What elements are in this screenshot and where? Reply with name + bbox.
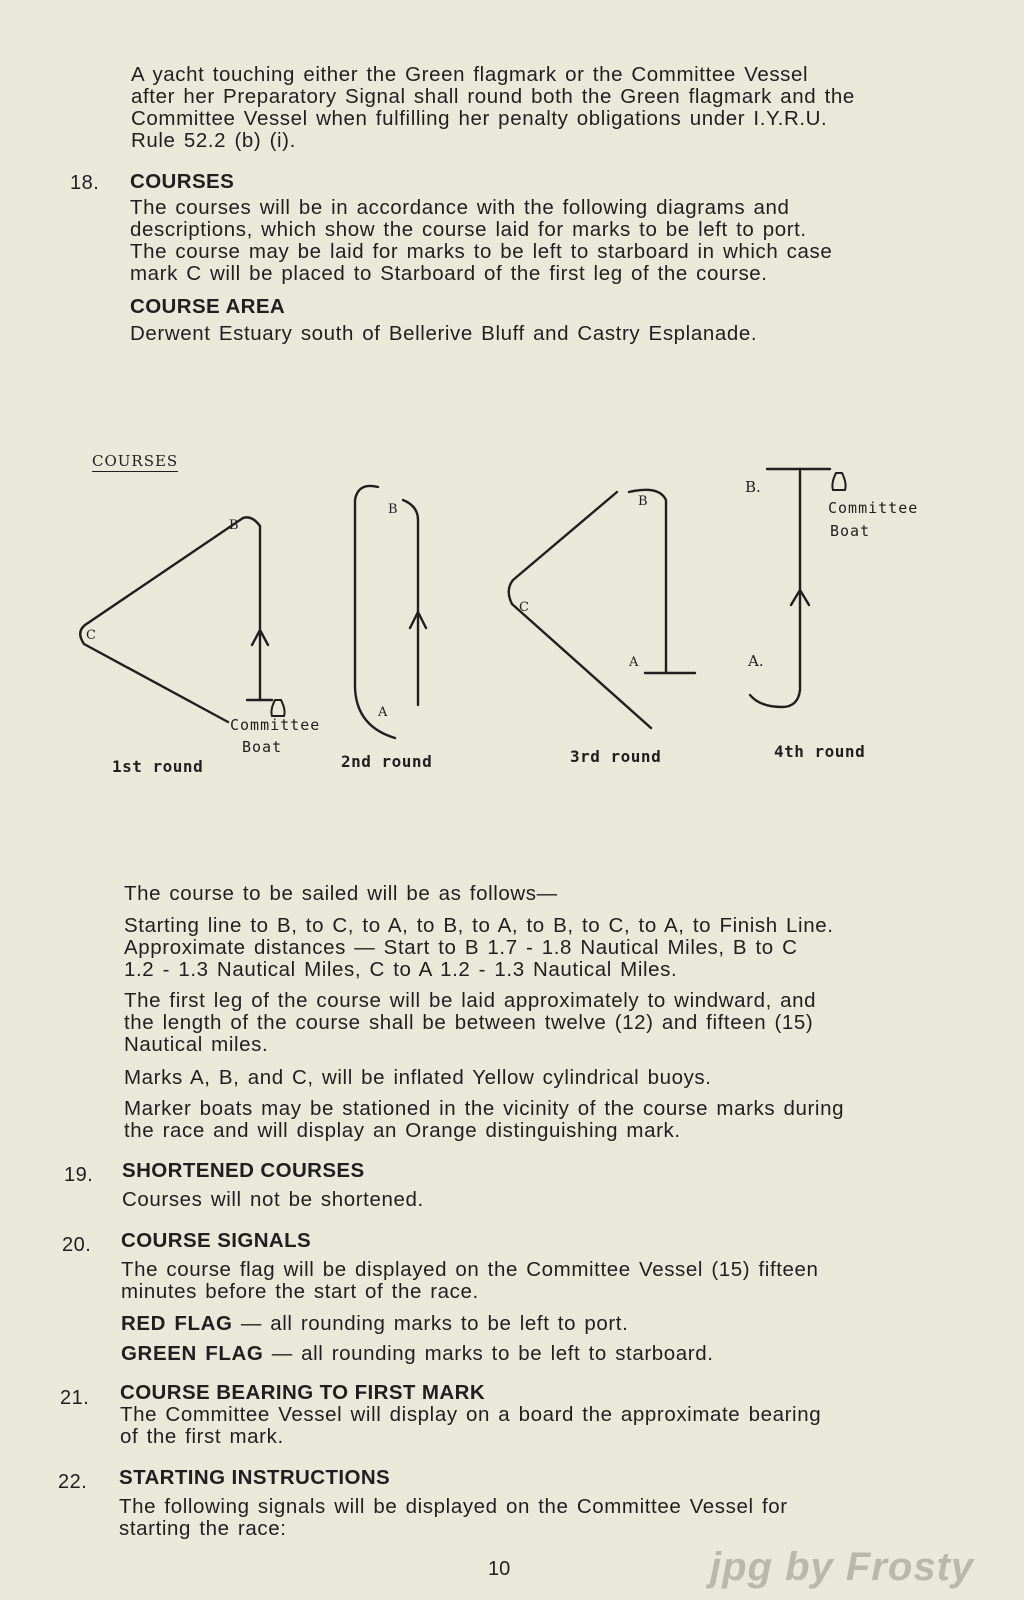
route-line: Approximate distances — Start to B 1.7 - 1.8 Nautical Miles, B to C [124,936,798,959]
round-label-4: 4th round [774,742,866,761]
section-heading-signals: COURSE SIGNALS [121,1229,312,1252]
section-heading-shortened: SHORTENED COURSES [122,1159,365,1182]
section-number: 22. [58,1471,88,1493]
round-label-1: 1st round [112,757,204,776]
mark-a-label: A. [748,652,764,670]
page-number: 10 [488,1558,511,1580]
section-number: 19. [64,1164,94,1186]
courses-line: descriptions, which show the course laid for marks to be left to port. [130,218,807,241]
intro-line: Rule 52.2 (b) (i). [131,129,296,152]
leg-paragraph [124,990,816,1056]
committee-label: Committee [828,499,919,517]
section-number: 21. [60,1387,90,1409]
diagram-label: COURSES [92,452,179,470]
round3-leg-bc [509,492,651,728]
courses-line: The course may be laid for marks to be left to starboard in which case [130,240,833,263]
round3-path [629,490,666,672]
marker-paragraph [124,1098,844,1142]
starting-paragraph [119,1496,788,1540]
committee-label: Committee [230,716,321,734]
boat-label: Boat [830,522,871,540]
bearing-line: of the first mark. [120,1425,284,1448]
green-flag-line [121,1343,714,1365]
route-line: 1.2 - 1.3 Nautical Miles, C to A 1.2 - 1.3 Nautical Miles. [124,958,678,981]
marks-line: Marks A, B, and C, will be inflated Yellow cylindrical buoys. [124,1066,712,1089]
mark-c-label: C [519,600,529,615]
leg-line: The first leg of the course will be laid approximately to windward, and [124,989,817,1012]
course-intro: The course to be sailed will be as follows— [124,882,558,905]
round-label-2: 2nd round [341,752,433,771]
leg-line: Nautical miles. [124,1033,269,1056]
boat-label: Boat [242,738,283,756]
mark-a-label: A [629,655,639,670]
starting-line: starting the race: [119,1517,287,1540]
section-heading-starting: STARTING INSTRUCTIONS [119,1466,391,1489]
round1-path [243,517,260,700]
section-heading-courses: COURSES [130,170,235,193]
round-label-3: 3rd round [570,747,662,766]
bearing-paragraph [120,1404,821,1448]
leg-line: the length of the course shall be between twelve (12) and fifteen (15) [124,1011,814,1034]
round2-right-leg [403,500,418,705]
starting-line: The following signals will be displayed on the Committee Vessel for [119,1495,788,1518]
green-flag-text: — all rounding marks to be left to starboard. [263,1342,714,1365]
marker-line: the race and will display an Orange distinguishing mark. [124,1119,681,1142]
mark-c-label: C [86,628,96,643]
signals-line: minutes before the start of the race. [121,1280,479,1303]
committee-boat-icon [832,473,845,490]
green-flag-label: GREEN FLAG [121,1342,264,1365]
shortened-text: Courses will not be shortened. [122,1188,424,1211]
section-heading-bearing: COURSE BEARING TO FIRST MARK [120,1381,486,1404]
course-area-heading: COURSE AREA [130,295,286,318]
red-flag-line [121,1313,628,1335]
round4-path [750,469,800,707]
mark-b-label: B [388,502,398,517]
marker-line: Marker boats may be stationed in the vicinity of the course marks during [124,1097,845,1120]
course-area-text: Derwent Estuary south of Bellerive Bluff and Castry Esplanade. [130,322,758,345]
mark-a-label: A [378,705,388,720]
mark-b-label: B [638,494,648,509]
signals-paragraph [121,1259,819,1303]
red-flag-label: RED FLAG [121,1312,233,1335]
mark-b-label: B. [745,478,761,496]
round1-leg-bc [80,518,243,722]
mark-b-label: B [229,518,239,533]
route-line: Starting line to B, to C, to A, to B, to A, to B, to C, to A, to Finish Line. [124,914,834,937]
bearing-line: The Committee Vessel will display on a board the approximate bearing [120,1403,822,1426]
intro-line: after her Preparatory Signal shall round both the Green flagmark and the [131,85,855,108]
courses-line: mark C will be placed to Starboard of the first leg of the course. [130,262,768,285]
route-paragraph [124,915,834,981]
intro-line: A yacht touching either the Green flagmark or the Committee Vessel [131,63,809,86]
signals-line: The course flag will be displayed on the Committee Vessel (15) fifteen [121,1258,819,1281]
watermark: jpg by Frosty [710,1545,975,1589]
section-number: 20. [62,1234,92,1256]
intro-line: Committee Vessel when fulfilling her penalty obligations under I.Y.R.U. [131,107,828,130]
courses-line: The courses will be in accordance with the following diagrams and [130,196,790,219]
red-flag-text: — all rounding marks to be left to port. [232,1312,629,1335]
section-number: 18. [70,172,100,194]
round2-path [355,486,395,738]
